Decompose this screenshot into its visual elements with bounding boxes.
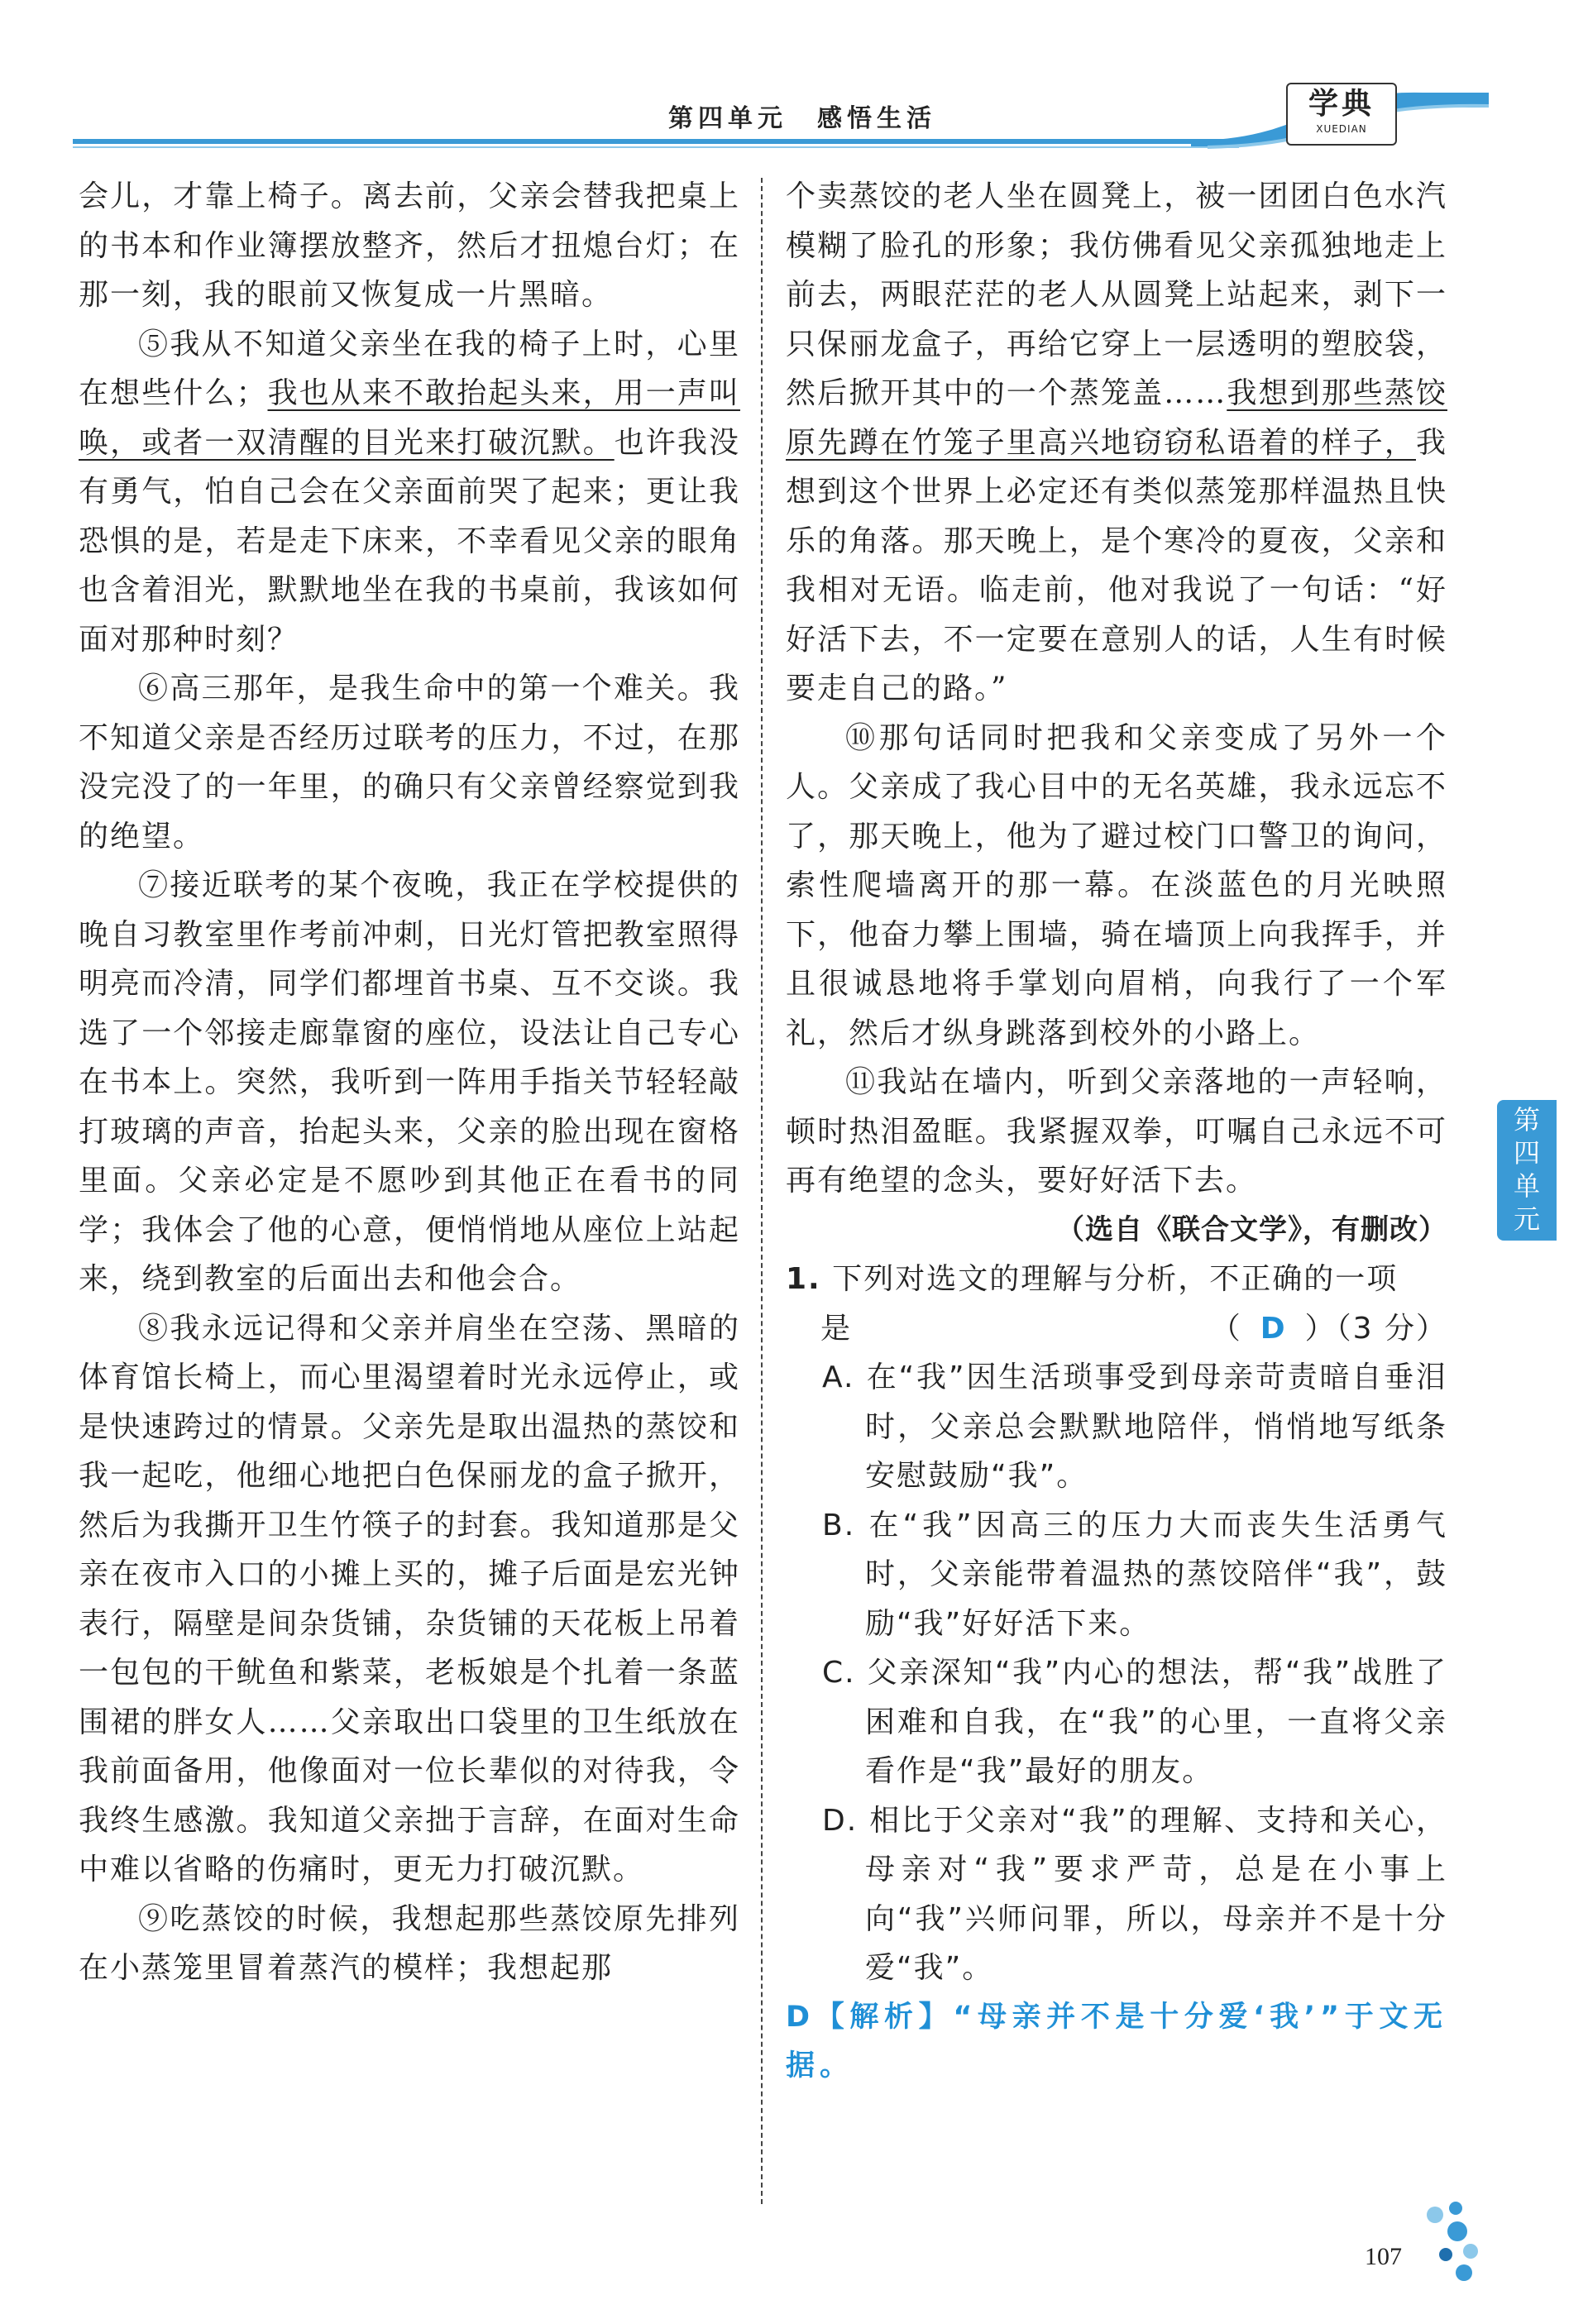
column-divider bbox=[761, 178, 763, 2204]
paragraph-8: ⑧我永远记得和父亲并肩坐在空荡、黑暗的体育馆长椅上，而心里渴望着时光永远停止，或是快速跨过的情景。父亲先是取出温热的蒸饺和我一起吃，他细心地把白色保丽龙的盒子掀开，然后为我撕开卫生竹筷子的封套。我知道那是父亲在夜市入口的小摊上买的，摊子后面是宏光钟表行，隔壁是间杂货铺，杂货铺的天花板上吊着一包包的干鱿鱼和紫菜，老板娘是个扎着一条蓝围裙的胖女人……父亲取出口袋里的卫生纸放在我前面备用，他像面对一位长辈似的对待我，令我终生感激。我知道父亲拙于言辞，在面对生命中难以省略的伤痛时，更无力打破沉默。 bbox=[79, 1311, 740, 1886]
brand-logo bbox=[1286, 83, 1397, 146]
option-b bbox=[786, 1501, 1447, 1649]
option-text: 在“我”因生活琐事受到母亲苛责暗自垂泪时，父亲总会默默地陪伴，悄悄地写纸条安慰鼓励“我”。 bbox=[865, 1360, 1447, 1493]
paragraph-11: ⑪我站在墙内，听到父亲落地的一声轻响，顿时热泪盈眶。我紧握双拳，叮嘱自己永远不可再有绝望的念头，要好好活下去。 bbox=[786, 1065, 1447, 1198]
paragraph-9: ⑨吃蒸饺的时候，我想起那些蒸饺原先排列在小蒸笼里冒着蒸汽的模样；我想起那 bbox=[79, 1901, 740, 1985]
paragraph-text: ⑤我从不知道父亲坐在我的椅子上时，心里在想些什么； bbox=[79, 327, 740, 410]
question-answer-line bbox=[786, 1304, 1447, 1354]
question-stem bbox=[786, 1255, 1447, 1304]
side-tab-char: 单 bbox=[1513, 1170, 1540, 1202]
header-rule bbox=[73, 139, 1239, 144]
underlined-sentence: 我想到那些蒸饺原先蹲在竹笼子里高兴地窃窃私语着的样子， bbox=[786, 376, 1447, 460]
analysis-label: D【解析】 bbox=[786, 2000, 954, 2034]
page-header bbox=[0, 0, 1588, 157]
paragraph-5 bbox=[79, 320, 740, 665]
paragraph-9-continued bbox=[786, 172, 1447, 714]
option-c bbox=[786, 1648, 1447, 1796]
right-column bbox=[786, 172, 1447, 2092]
option-a bbox=[786, 1353, 1447, 1501]
option-label: B. bbox=[822, 1508, 856, 1542]
answer-analysis bbox=[786, 1993, 1447, 2092]
answer-letter: D bbox=[1260, 1311, 1287, 1346]
option-label: A. bbox=[822, 1360, 855, 1394]
side-tab-char: 元 bbox=[1513, 1203, 1540, 1235]
option-d bbox=[786, 1796, 1447, 1993]
question-score: （3 分） bbox=[1336, 1311, 1447, 1346]
paren-open: （ bbox=[1210, 1311, 1242, 1346]
paragraph-text: 也许我没有勇气，怕自己会在父亲面前哭了起来；更让我恐惧的是，若是走下床来，不幸看见父亲的眼角也含着泪光，默默地坐在我的书桌前，我该如何面对那种时刻？ bbox=[79, 425, 740, 657]
paragraph-7: ⑦接近联考的某个夜晚，我正在学校提供的晚自习教室里作考前冲刺，日光灯管把教室照得明亮而冷清，同学们都埋首书桌、互不交谈。我选了一个邻接走廊靠窗的座位，设法让自己专心在书本上。突然，我听到一阵用手指关节轻轻敲打玻璃的声音，抬起头来，父亲的脸出现在窗格里面。父亲必定是不愿吵到其他正在看书的同学；我体会了他的心意，便悄悄地从座位上站起来，绕到教室的后面出去和他会合。 bbox=[79, 868, 740, 1296]
left-column bbox=[79, 172, 740, 1993]
option-label: D. bbox=[822, 1803, 859, 1838]
page-number: 107 bbox=[1365, 2243, 1402, 2270]
question-number: 1. bbox=[786, 1262, 821, 1296]
option-text: 相比于父亲对“我”的理解、支持和关心，母亲对“我”要求严苛，总是在小事上向“我”兴师问罪，所以，母亲并不是十分爱“我”。 bbox=[865, 1803, 1447, 1985]
paragraph-text: 个卖蒸饺的老人坐在圆凳上，被一团团白色水汽模糊了脸孔的形象；我仿佛看见父亲孤独地走上前去，两眼茫茫的老人从圆凳上站起来，剥下一只保丽龙盒子，再给它穿上一层透明的塑胶袋，然后掀开其中的一个蒸笼盖…… bbox=[786, 179, 1447, 410]
logo-main-text: 学典 bbox=[1308, 86, 1375, 121]
answer-bracket bbox=[1211, 1304, 1447, 1354]
unit-title: 第四单元 感悟生活 bbox=[668, 104, 936, 133]
paren-close: ） bbox=[1304, 1311, 1337, 1346]
option-text: 父亲深知“我”内心的想法，帮“我”战胜了困难和自我，在“我”的心里，一直将父亲看作是“我”最好的朋友。 bbox=[865, 1656, 1447, 1788]
page-corner-dots-decoration bbox=[1406, 2200, 1480, 2299]
logo-sub-text: XUEDIAN bbox=[1316, 123, 1367, 135]
option-label: C. bbox=[822, 1656, 856, 1690]
underlined-sentence: 我也从来不敢抬起头来，用一声叫唤，或者一双清醒的目光来打破沉默。 bbox=[79, 376, 740, 460]
question-1 bbox=[786, 1255, 1447, 2092]
analysis-text: “母亲并不是十分爱‘我’”于文无据。 bbox=[786, 2000, 1447, 2083]
paragraph: 会儿，才靠上椅子。离去前，父亲会替我把桌上的书本和作业簿摆放整齐，然后才扭熄台灯；在那一刻，我的眼前又恢复成一片黑暗。 bbox=[79, 179, 740, 312]
question-stem-end: 是 bbox=[820, 1311, 853, 1346]
unit-side-tab bbox=[1497, 1100, 1557, 1241]
paragraph-6: ⑥高三那年，是我生命中的第一个难关。我不知道父亲是否经历过联考的压力，不过，在那没完没了的一年里，的确只有父亲曾经察觉到我的绝望。 bbox=[79, 672, 740, 854]
side-tab-char: 第 bbox=[1513, 1104, 1540, 1136]
side-tab-char: 四 bbox=[1513, 1137, 1540, 1169]
question-stem-text: 下列对选文的理解与分析，不正确的一项 bbox=[832, 1262, 1399, 1296]
paragraph-text: 我想到这个世界上必定还有类似蒸笼那样温热且快乐的角落。那天晚上，是个寒冷的夏夜，父亲和我相对无语。临走前，他对我说了一句话：“好好活下去，不一定要在意别人的话，人生有时候要走自己的路。” bbox=[786, 425, 1447, 705]
source-citation: （选自《联合文学》，有删改） bbox=[1056, 1212, 1447, 1246]
header-rule-thin bbox=[73, 146, 1239, 148]
option-text: 在“我”因高三的压力大而丧失生活勇气时，父亲能带着温热的蒸饺陪伴“我”，鼓励“我”好好活下来。 bbox=[865, 1508, 1447, 1641]
paragraph-10: ⑩那句话同时把我和父亲变成了另外一个人。父亲成了我心目中的无名英雄，我永远忘不了，那天晚上，他为了避过校门口警卫的询问，索性爬墙离开的那一幕。在淡蓝色的月光映照下，他奋力攀上围墙，骑在墙顶上向我挥手，并且很诚恳地将手掌划向眉梢，向我行了一个军礼，然后才纵身跳落到校外的小路上。 bbox=[786, 720, 1447, 1050]
